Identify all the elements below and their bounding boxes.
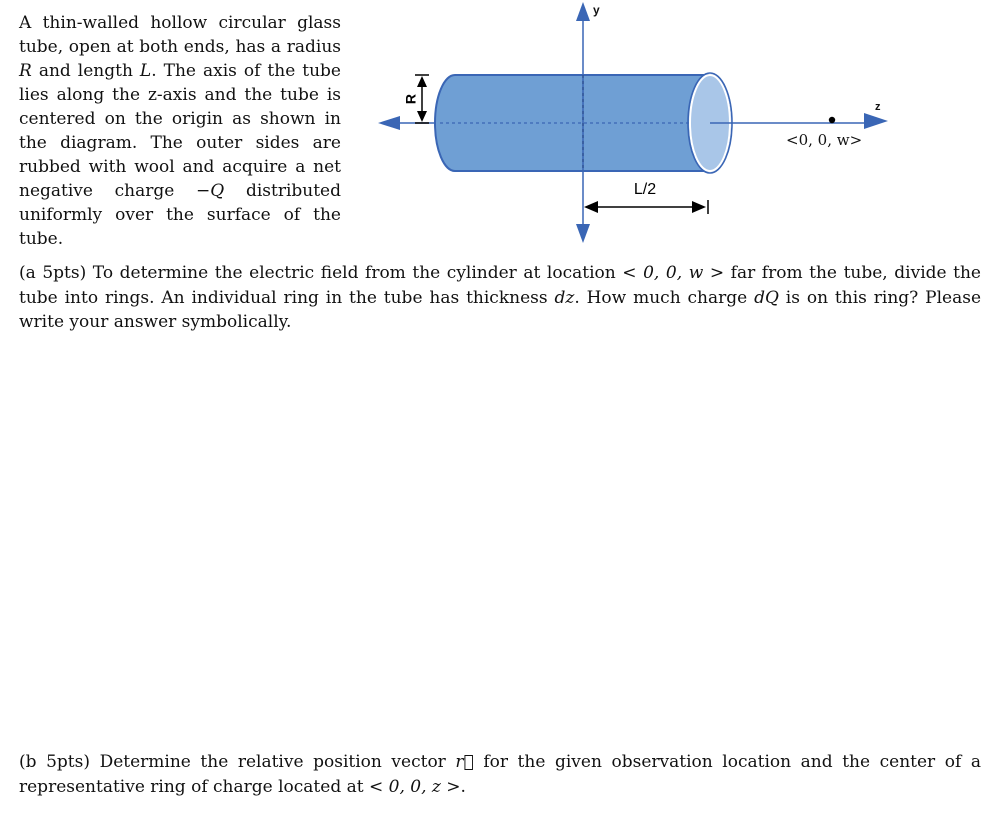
question-b-text: (b 5pts) Determine the relative position vector <box>19 752 456 772</box>
var-dz: dz <box>554 287 575 308</box>
radius-label: R <box>402 93 419 105</box>
question-a-text: is on this ring? Please write your answer symbolically. <box>19 287 982 332</box>
question-a <box>19 261 981 335</box>
var-dQ: dQ <box>754 287 779 308</box>
y-axis-neg-arrow <box>576 224 590 243</box>
observation-point-label: <0, 0, w> <box>786 131 863 149</box>
intro-text: . The axis of the tube lies along the z-axis and the tube is centered on the origin as shown in the diagram. The outer sides are rubbed with wool and acquire a net negative charge <box>19 61 341 201</box>
question-b-text: . <box>460 776 466 797</box>
intro-text: and length <box>31 61 140 81</box>
intro-text: A thin-walled hollow circular glass tube, open at both ends, has a radius <box>19 13 341 57</box>
var-neg-Q: −Q <box>196 181 225 201</box>
question-b <box>19 750 981 799</box>
y-axis-label: y <box>593 3 600 17</box>
y-axis-pos-arrow <box>576 2 590 21</box>
half-length-label: L/2 <box>633 181 657 198</box>
var-R: R <box>19 61 32 81</box>
intro-text: distributed uniformly over the surface of the tube. <box>19 181 341 249</box>
z-axis-neg-arrow <box>378 116 400 130</box>
radius-arrow-down <box>417 111 427 122</box>
var-ring-location: < 0, 0, z > <box>368 776 461 797</box>
var-L: L <box>139 61 152 81</box>
radius-arrow-up <box>417 76 427 87</box>
var-location: < 0, 0, w > <box>622 263 725 283</box>
problem-intro <box>19 11 341 251</box>
question-b-text: for the given observation location and the center of a representative ring of charge located at <box>19 752 982 797</box>
var-r-vector: r⃗ <box>455 752 474 772</box>
z-axis-label: z <box>875 101 881 113</box>
question-a-text: . How much charge <box>574 287 755 308</box>
question-a-text: (a 5pts) To determine the electric field from the cylinder at location <box>19 263 623 283</box>
observation-point <box>829 117 835 123</box>
half-length-arrow-left <box>584 201 598 213</box>
z-axis-pos-arrow <box>864 113 888 129</box>
half-length-arrow-right <box>692 201 706 213</box>
tube-diagram <box>360 0 900 250</box>
question-a-text: far from the tube, divide the tube into rings. An individual ring in the tube has thickness <box>19 263 981 308</box>
